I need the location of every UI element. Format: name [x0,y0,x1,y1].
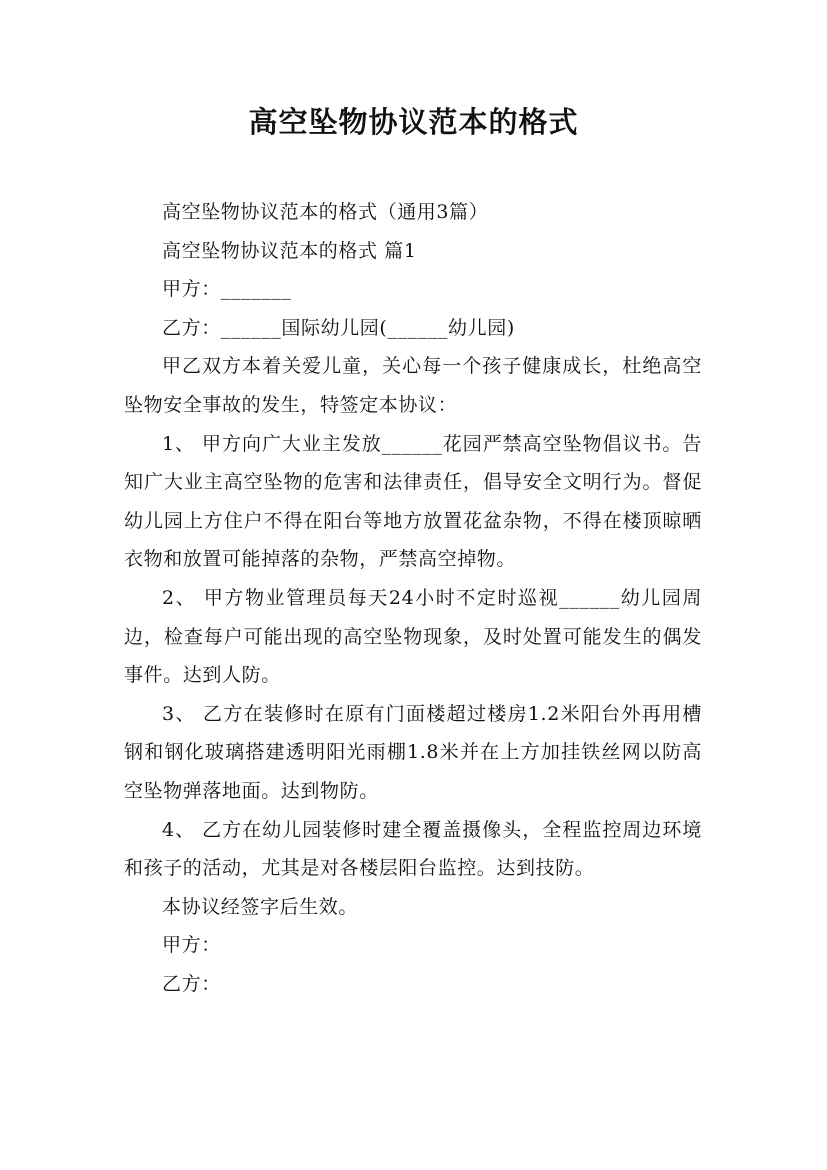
paragraph-clause-3: 3、 乙方在装修时在原有门面楼超过楼房1.2米阳台外再用槽钢和钢化玻璃搭建透明阳光雨棚1.8米并在上方加挂铁丝网以防高空坠物弹落地面。达到物防。 [124,702,702,802]
paragraph-clause-1: 1、 甲方向广大业主发放______花园严禁高空坠物倡议书。告知广大业主高空坠物的危害和法律责任，倡导安全文明行为。督促幼儿园上方住户不得在阳台等地方放置花盆杂物，不得在楼顶晾晒衣物和放置可能掉落的杂物，严禁高空掉物。 [124,432,702,571]
document-title: 高空坠物协议范本的格式 [248,105,579,139]
paragraph-subtitle: 高空坠物协议范本的格式（通用3篇） [162,201,489,223]
paragraph-preamble: 甲乙双方本着关爱儿童，关心每一个孩子健康成长，杜绝高空坠物安全事故的发生，特签定本协议： [124,355,702,416]
paragraph-clause-4: 4、 乙方在幼儿园装修时建全覆盖摄像头，全程监控周边环境和孩子的活动，尤其是对各楼层阳台监控。达到技防。 [124,818,702,880]
paragraph-party-b: 乙方：______国际幼儿园(______幼儿园) [162,316,515,339]
paragraph-signature-b: 乙方： [162,972,221,995]
paragraph-clause-2: 2、 甲方物业管理员每天24小时不定时巡视______幼儿园周边，检查每户可能出现的高空坠物现象，及时处置可能发生的偶发事件。达到人防。 [124,586,702,687]
paragraph-party-a: 甲方：_______ [162,278,292,301]
document-body [124,193,702,1003]
paragraph-signature-a: 甲方： [162,934,221,957]
paragraph-part-heading: 高空坠物协议范本的格式 篇1 [162,239,417,262]
paragraph-effective: 本协议经签字后生效。 [162,895,359,918]
